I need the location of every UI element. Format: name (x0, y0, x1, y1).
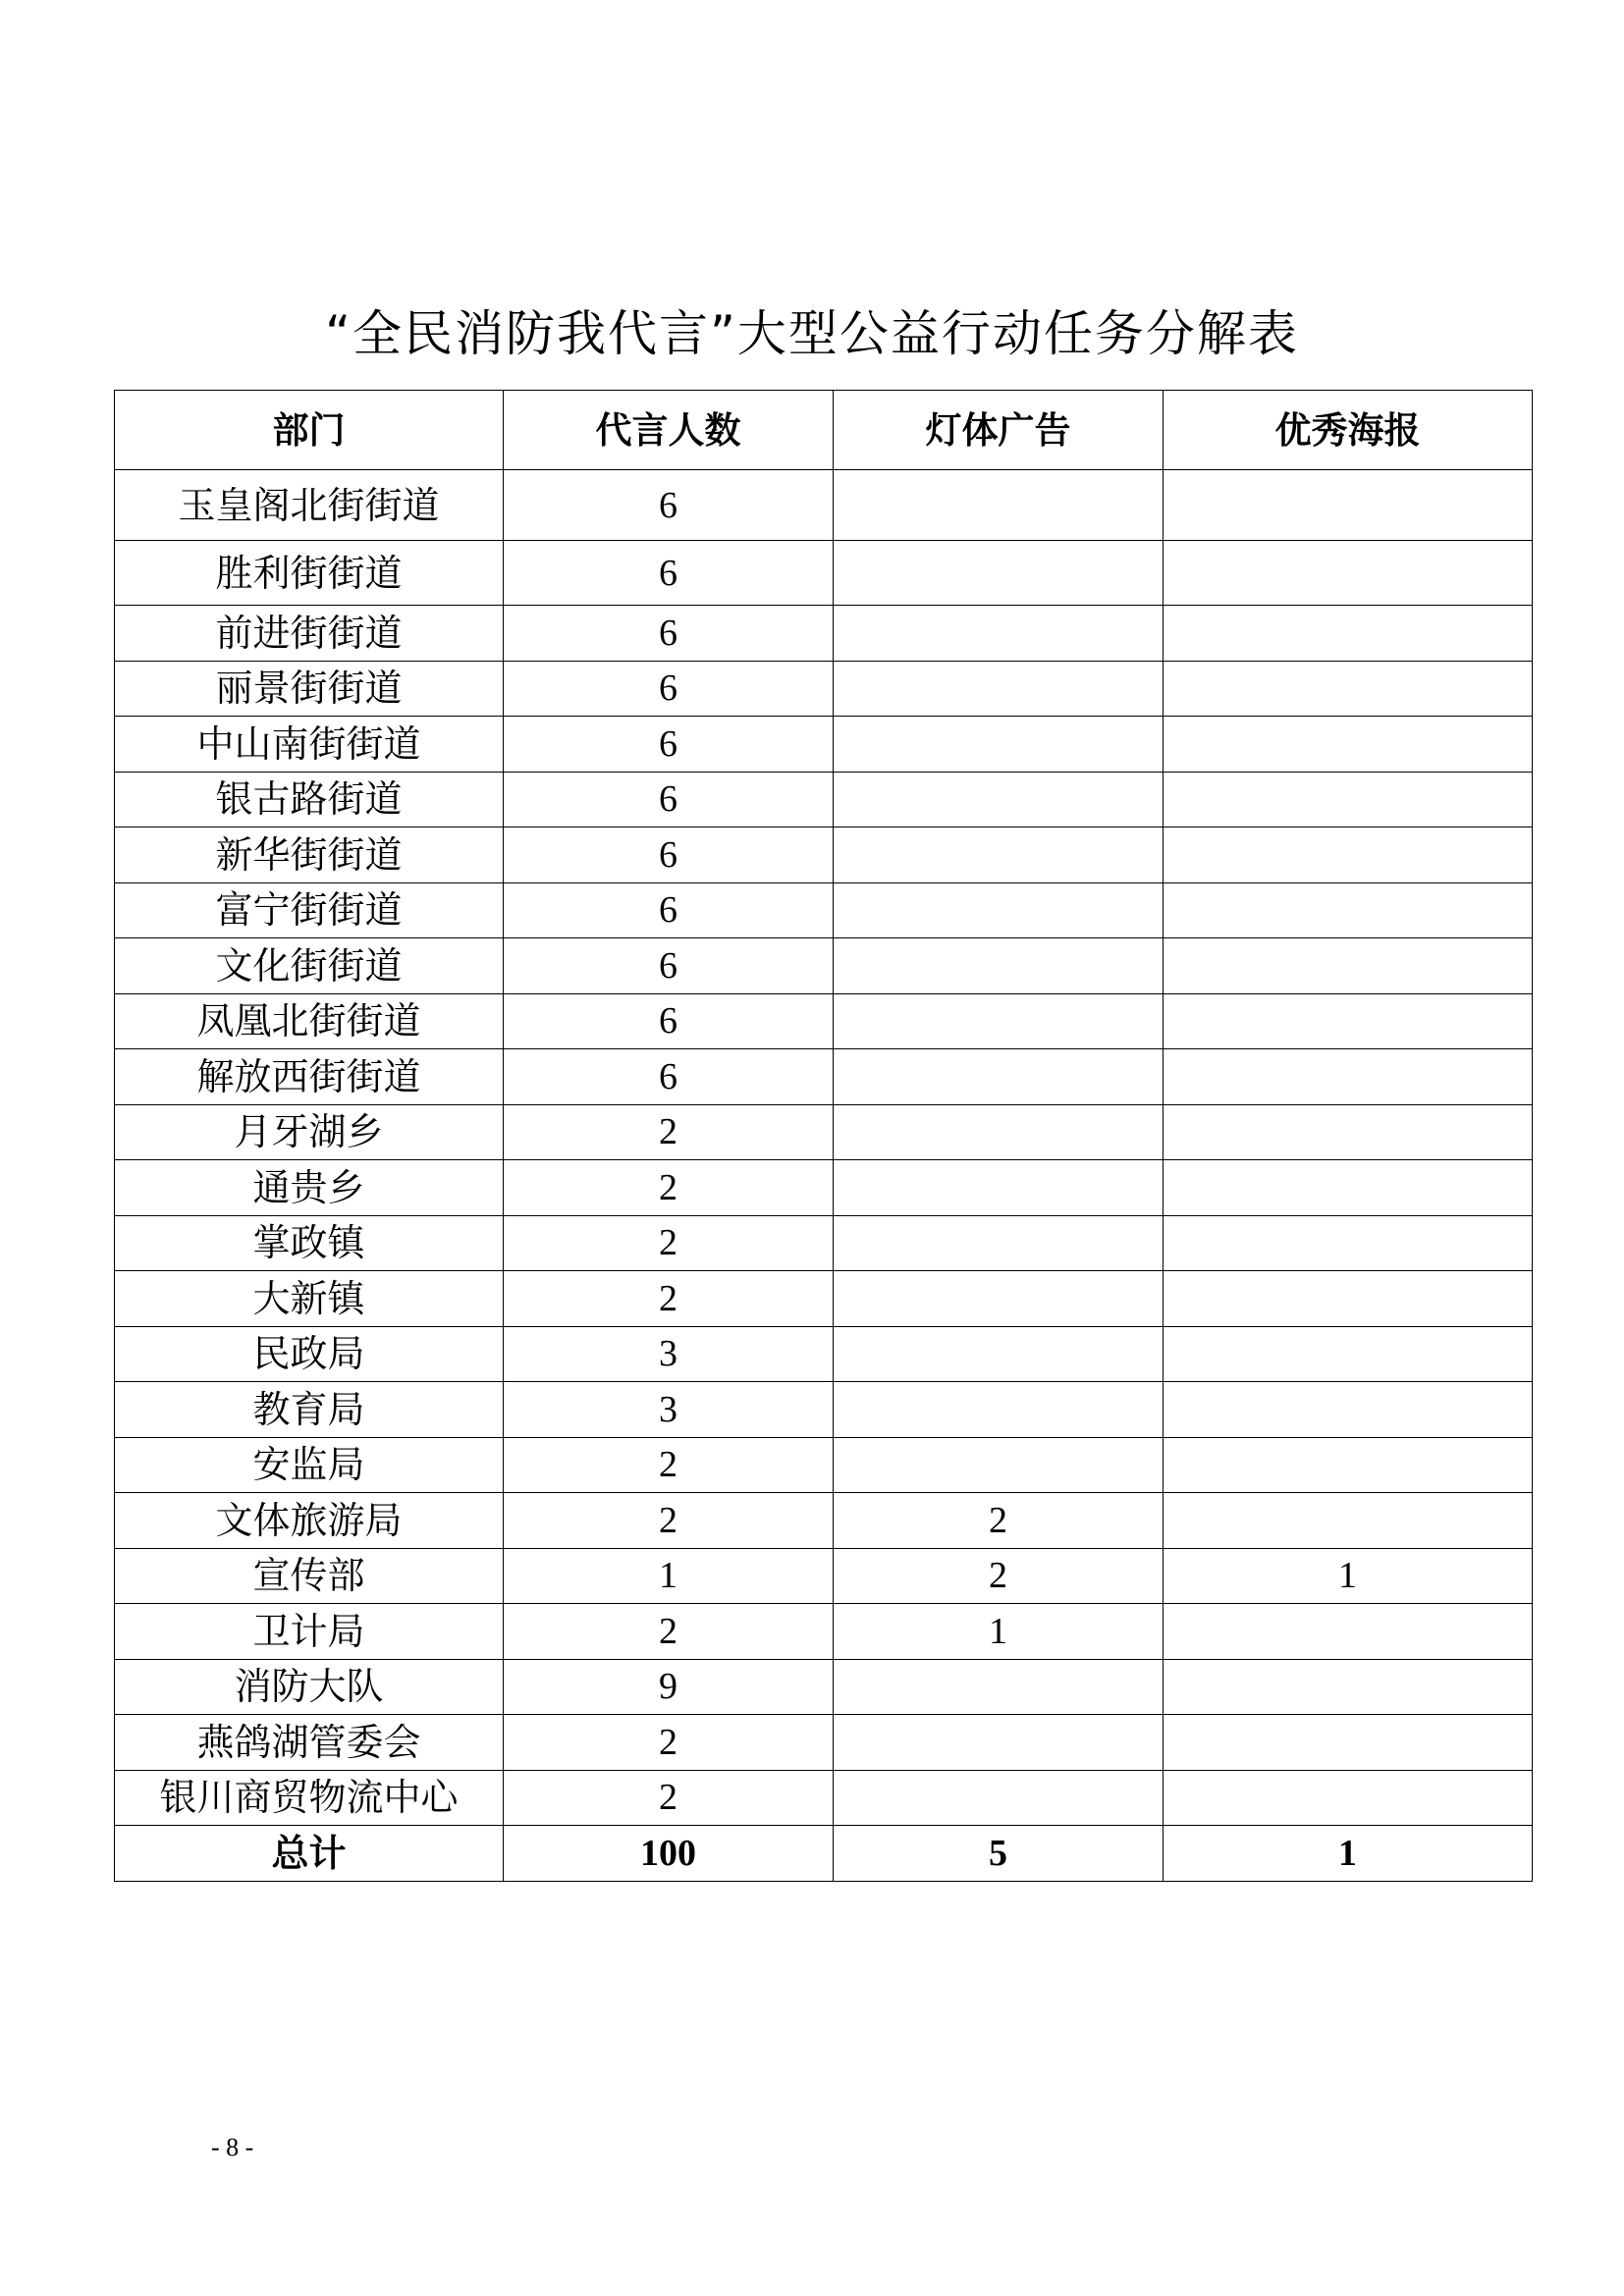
table-row (115, 1604, 1533, 1660)
department-cell: 胜利街街道 (115, 541, 504, 606)
spokespersons-cell: 3 (504, 1326, 834, 1382)
document-title: “全民消防我代言”大型公益行动任务分解表 (325, 305, 1299, 362)
table-row (115, 606, 1533, 662)
table-row (115, 1548, 1533, 1604)
table-row (115, 1104, 1533, 1160)
table-row (115, 661, 1533, 717)
department-cell: 富宁街街道 (115, 882, 504, 938)
header-spokespersons: 代言人数 (504, 391, 834, 470)
posters-cell (1164, 1493, 1533, 1549)
table-row (115, 541, 1533, 606)
spokespersons-cell: 6 (504, 882, 834, 938)
light-ads-cell (834, 1715, 1164, 1771)
task-breakdown-table (114, 390, 1533, 1882)
header-posters: 优秀海报 (1164, 391, 1533, 470)
posters-cell (1164, 606, 1533, 662)
department-cell: 中山南街街道 (115, 717, 504, 773)
table-row (115, 1326, 1533, 1382)
department-cell: 银古路街道 (115, 772, 504, 828)
spokespersons-cell: 2 (504, 1104, 834, 1160)
department-cell: 安监局 (115, 1437, 504, 1493)
table-row (115, 1049, 1533, 1105)
department-cell: 解放西街街道 (115, 1049, 504, 1105)
spokespersons-cell: 6 (504, 717, 834, 773)
posters-cell (1164, 1215, 1533, 1271)
department-cell: 银川商贸物流中心 (115, 1770, 504, 1826)
spokespersons-cell: 2 (504, 1715, 834, 1771)
spokespersons-cell: 6 (504, 541, 834, 606)
light-ads-cell: 1 (834, 1604, 1164, 1660)
light-ads-cell (834, 661, 1164, 717)
posters-cell (1164, 541, 1533, 606)
table-row (115, 1215, 1533, 1271)
department-cell: 大新镇 (115, 1271, 504, 1327)
posters-cell (1164, 938, 1533, 994)
light-ads-cell (834, 1382, 1164, 1438)
posters-cell (1164, 1160, 1533, 1216)
spokespersons-cell: 2 (504, 1160, 834, 1216)
spokespersons-cell: 2 (504, 1770, 834, 1826)
light-ads-cell (834, 828, 1164, 883)
posters-cell: 1 (1164, 1548, 1533, 1604)
posters-cell (1164, 661, 1533, 717)
light-ads-cell (834, 1437, 1164, 1493)
light-ads-cell (834, 470, 1164, 541)
total-light-ads: 5 (834, 1826, 1164, 1882)
posters-cell (1164, 772, 1533, 828)
table-header-row (115, 391, 1533, 470)
light-ads-cell (834, 606, 1164, 662)
table-body (115, 470, 1533, 1882)
posters-cell (1164, 1382, 1533, 1438)
light-ads-cell: 2 (834, 1548, 1164, 1604)
spokespersons-cell: 2 (504, 1493, 834, 1549)
table-row (115, 1160, 1533, 1216)
light-ads-cell (834, 717, 1164, 773)
spokespersons-cell: 6 (504, 606, 834, 662)
spokespersons-cell: 2 (504, 1215, 834, 1271)
light-ads-cell (834, 993, 1164, 1049)
spokespersons-cell: 6 (504, 993, 834, 1049)
spokespersons-cell: 3 (504, 1382, 834, 1438)
posters-cell (1164, 1604, 1533, 1660)
department-cell: 民政局 (115, 1326, 504, 1382)
posters-cell (1164, 1715, 1533, 1771)
spokespersons-cell: 6 (504, 1049, 834, 1105)
table-row (115, 938, 1533, 994)
posters-cell (1164, 1326, 1533, 1382)
light-ads-cell (834, 1160, 1164, 1216)
light-ads-cell (834, 1104, 1164, 1160)
light-ads-cell (834, 1215, 1164, 1271)
table-row (115, 1659, 1533, 1715)
table-row (115, 470, 1533, 541)
posters-cell (1164, 1104, 1533, 1160)
light-ads-cell (834, 1271, 1164, 1327)
table-row (115, 1382, 1533, 1438)
department-cell: 凤凰北街街道 (115, 993, 504, 1049)
department-cell: 前进街街道 (115, 606, 504, 662)
department-cell: 燕鸽湖管委会 (115, 1715, 504, 1771)
department-cell: 掌政镇 (115, 1215, 504, 1271)
posters-cell (1164, 1049, 1533, 1105)
spokespersons-cell: 2 (504, 1604, 834, 1660)
table-row (115, 1493, 1533, 1549)
posters-cell (1164, 1437, 1533, 1493)
light-ads-cell (834, 938, 1164, 994)
light-ads-cell (834, 1659, 1164, 1715)
light-ads-cell (834, 1049, 1164, 1105)
table-row (115, 1770, 1533, 1826)
table-row (115, 1715, 1533, 1771)
total-label: 总计 (115, 1826, 504, 1882)
table-row (115, 717, 1533, 773)
table-row (115, 1271, 1533, 1327)
department-cell: 文体旅游局 (115, 1493, 504, 1549)
header-light-ads: 灯体广告 (834, 391, 1164, 470)
total-spokespersons: 100 (504, 1826, 834, 1882)
table-row (115, 1437, 1533, 1493)
total-row (115, 1826, 1533, 1882)
light-ads-cell (834, 1326, 1164, 1382)
posters-cell (1164, 1659, 1533, 1715)
department-cell: 月牙湖乡 (115, 1104, 504, 1160)
department-cell: 消防大队 (115, 1659, 504, 1715)
spokespersons-cell: 2 (504, 1437, 834, 1493)
spokespersons-cell: 1 (504, 1548, 834, 1604)
department-cell: 丽景街街道 (115, 661, 504, 717)
spokespersons-cell: 6 (504, 470, 834, 541)
department-cell: 玉皇阁北街街道 (115, 470, 504, 541)
posters-cell (1164, 828, 1533, 883)
posters-cell (1164, 993, 1533, 1049)
table-row (115, 828, 1533, 883)
department-cell: 通贵乡 (115, 1160, 504, 1216)
header-department: 部门 (115, 391, 504, 470)
light-ads-cell: 2 (834, 1493, 1164, 1549)
light-ads-cell (834, 882, 1164, 938)
spokespersons-cell: 9 (504, 1659, 834, 1715)
department-cell: 教育局 (115, 1382, 504, 1438)
light-ads-cell (834, 541, 1164, 606)
table-row (115, 772, 1533, 828)
total-posters: 1 (1164, 1826, 1533, 1882)
spokespersons-cell: 6 (504, 828, 834, 883)
posters-cell (1164, 882, 1533, 938)
posters-cell (1164, 470, 1533, 541)
posters-cell (1164, 717, 1533, 773)
department-cell: 卫计局 (115, 1604, 504, 1660)
department-cell: 文化街街道 (115, 938, 504, 994)
department-cell: 新华街街道 (115, 828, 504, 883)
spokespersons-cell: 6 (504, 938, 834, 994)
department-cell: 宣传部 (115, 1548, 504, 1604)
posters-cell (1164, 1770, 1533, 1826)
light-ads-cell (834, 772, 1164, 828)
page-number: - 8 - (211, 2133, 254, 2162)
table-row (115, 993, 1533, 1049)
table-row (115, 882, 1533, 938)
posters-cell (1164, 1271, 1533, 1327)
light-ads-cell (834, 1770, 1164, 1826)
spokespersons-cell: 6 (504, 661, 834, 717)
spokespersons-cell: 2 (504, 1271, 834, 1327)
spokespersons-cell: 6 (504, 772, 834, 828)
